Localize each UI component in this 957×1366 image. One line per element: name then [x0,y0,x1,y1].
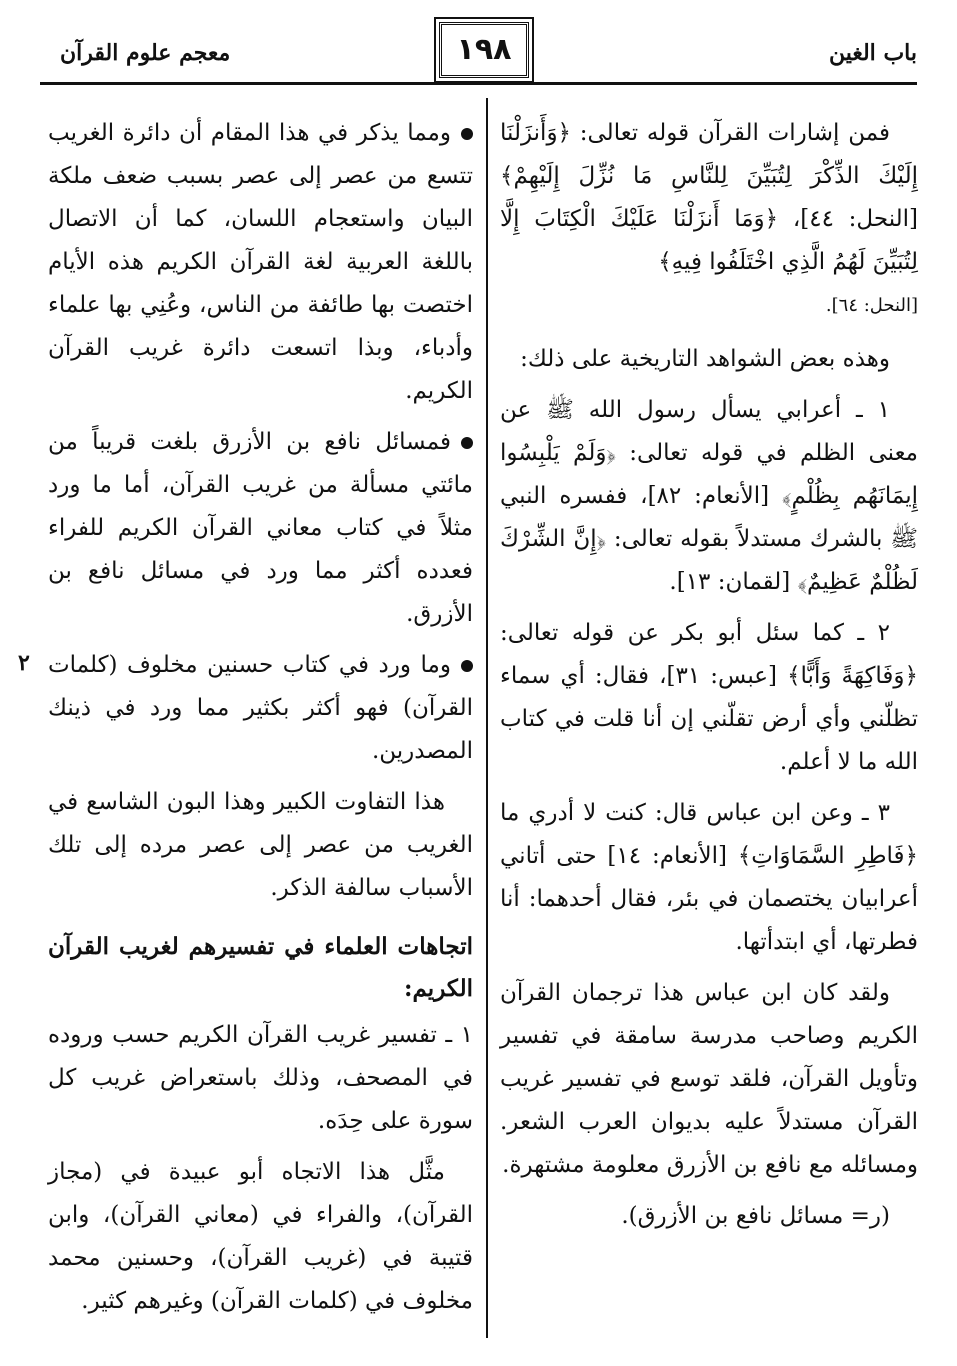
bullet-text: وما ورد في كتاب حسنين مخلوف (كلمات القرآن) فهو أكثر بكثير مما ورد في ذينك المصدرين. [48,652,473,764]
verse-reference: [النحل: ٦٤]. [825,295,918,316]
bullet-paragraph [48,112,473,413]
column-divider [486,98,488,1338]
left-column [48,112,473,1331]
page-number: ١٩٨ [439,22,529,78]
bullet-text: فمسائل نافع بن الأزرق بلغت قريباً من مائتي مسألة من غريب القرآن، أما ما ورد مثلاً في كتاب معاني القرآن الكريم للفراء فعدده أكثر مما ورد في مسائل نافع بن الأزرق. [48,429,473,627]
evidence-item-2: ٢ ـ كما سئل أبو بكر عن قوله تعالى: ﴿وَفَاكِهَةً وَأَبًّا﴾ [عبس: ٣١]، فقال: أي سماء تظلّني وأي أرض تقلّني إن أنا قلت في كتاب الله ما لا أعلم. [500,620,918,775]
paragraph-examples: مثَّل هذا الاتجاه أبو عبيدة في (مجاز القرآن)، والفراء في (معاني القرآن)، وابن قتيبة في (غريب القرآن)، وحسنين محمد مخلوف في (كلمات القرآن) وغيرهم كثير. [48,1159,473,1314]
paragraph-quranic-references: فمن إشارات القرآن قوله تعالى: ﴿وَأَنزَلْنَا إِلَيْكَ الذِّكْرَ لِتُبَيِّنَ لِلنَّاسِ مَا نُزِّلَ إِلَيْهِمْ﴾ [النحل: ٤٤]، ﴿وَمَا أَنزَلْنَا عَلَيْكَ الْكِتَابَ إِلَّا لِتُبَيِّنَ لَهُمُ الَّذِي اخْتَلَفُوا فِيهِ﴾ [500,120,919,275]
bullet-icon [461,437,473,449]
page-header [40,22,917,84]
bullet-icon [461,128,473,140]
evidence-item-3: ٣ ـ وعن ابن عباس قال: كنت لا أدري ما ﴿فَاطِرِ السَّمَاوَاتِ﴾ [الأنعام: ١٤] حتى أتاني أعرابيان يختصمان في بئر، فقال أحدهما: أنا فطرتها، أي ابتدأتها. [500,800,919,955]
bullet-paragraph [48,644,473,773]
section-heading: اتجاهات العلماء في تفسيرهم لغريب القرآن الكريم: [48,933,473,1002]
cross-reference: (ر= مسائل نافع بن الأزرق). [621,1203,890,1229]
paragraph-historical-evidence: وهذه بعض الشواهد التاريخية على ذلك: [520,346,890,372]
header-rule [40,82,917,85]
book-title: معجم علوم القرآن [60,40,231,66]
paragraph-ibn-abbas: ولقد كان ابن عباس هذا ترجمان القرآن الكريم وصاحب مدرسة سامقة في تفسير وتأويل القرآن، فلقد توسع في تفسير غريب القرآن مستدلاً عليه بديوان العرب الشعر. ومسائله مع نافع بن الأزرق معلومة مشتهرة. [500,980,918,1178]
bullet-paragraph [48,421,473,636]
right-column [500,112,918,1246]
chapter-title: باب الغين [828,40,917,66]
evidence-item-1: ١ ـ أعرابي يسأل رسول الله ﷺ عن معنى الظلم في قوله تعالى: ﴿وَلَمْ يَلْبِسُوا إِيمَانَهُم بِظُلْمٍ﴾ [الأنعام: ٨٢]، ففسره النبي ﷺ بالشرك مستدلاً بقوله تعالى: ﴿إِنَّ الشِّرْكَ لَظُلْمٌ عَظِيمٌ﴾ [لقمان: ١٣]. [500,397,918,595]
approach-item-1: ١ ـ تفسير غريب القرآن الكريم حسب وروده في المصحف، وذلك باستعراض غريب كل سورة على حِدَه. [48,1022,473,1134]
bullet-icon [461,660,473,672]
paragraph-disparity: هذا التفاوت الكبير وهذا البون الشاسع في الغريب من عصر إلى عصر مرده إلى تلك الأسباب سالفة الذكر. [48,789,473,901]
bullet-text: ومما يذكر في هذا المقام أن دائرة الغريب تتسع من عصر إلى عصر بسبب ضعف ملكة البيان واستعجام اللسان، كما أن الاتصال باللغة العربية لغة القرآن الكريم هذه الأيام اختصت بها طائفة من الناس، وعُنِي بها علماء وأدباء، وبذا اتسعت دائرة غريب القرآن الكريم. [48,120,473,404]
margin-mark: ٢ [18,650,30,676]
